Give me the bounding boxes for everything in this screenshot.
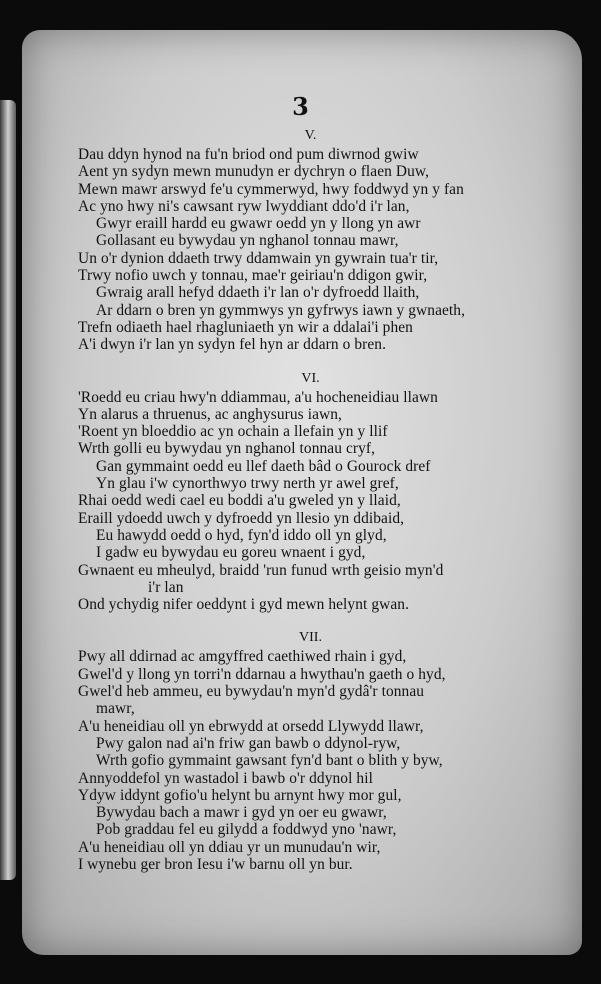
poem-line: Wrth gofio gymmaint gawsant fyn'd bant o blith y byw,: [96, 752, 443, 770]
poem-line: Gwraig arall hefyd ddaeth i'r lan o'r dyfroedd llaith,: [96, 284, 420, 302]
poem-line: Dau ddyn hynod na fu'n briod ond pum diwrnod gwiw: [78, 146, 419, 163]
stanza-number: VI.: [301, 370, 320, 386]
poem-line: Gan gymmaint oedd eu llef daeth bâd o Gourock dref: [96, 457, 431, 475]
poem-line: Pwy all ddirnad ac amgyffred caethiwed rhain i gyd,: [78, 648, 407, 666]
poem-line: Aent yn sydyn mewn munudyn er dychryn o flaen Duw,: [78, 163, 430, 181]
poem-line: Mewn mawr arswyd fe'u cymmerwyd, hwy foddwyd yn y fan: [78, 180, 464, 198]
poem-line: Yn glau i'w cynorthwyo trwy nerth yr awel gref,: [96, 475, 399, 493]
poem-line: mawr,: [96, 700, 135, 718]
poem-line: Trwy nofio uwch y tonnau, mae'r geiriau'n ddigon gwir,: [78, 267, 428, 285]
poem-line: A'u heneidiau oll yn ebrwydd at orsedd Llywydd llawr,: [78, 717, 424, 735]
poem-line: i'r lan: [148, 578, 184, 596]
poem-line: Pwy galon nad ai'n friw gan bawb o ddynol-ryw,: [96, 734, 401, 752]
poem-line: A'i dwyn i'r lan yn sydyn fel hyn ar ddarn o bren.: [78, 336, 387, 354]
poem-line: Pob graddau fel eu gilydd a foddwyd yno 'nawr,: [96, 821, 397, 839]
adjacent-page-edge: [0, 100, 16, 880]
poem-line: Ac yno hwy ni's cawsant ryw lwyddiant ddo'd i'r lan,: [78, 197, 410, 215]
poem-line: Gwyr eraill hardd eu gwawr oedd yn y llong yn awr: [96, 215, 421, 233]
poem-line: 'Roedd eu criau hwy'n ddiammau, a'u hocheneidiau llawn: [78, 388, 438, 406]
poem-line: Yn alarus a thruenus, ac anghysurus iawn,: [78, 405, 342, 423]
poem-line: Annyoddefol yn wastadol i bawb o'r ddynol hil: [78, 769, 373, 787]
poem-line: Rhai oedd wedi cael eu boddi a'u gweled yn y llaid,: [78, 492, 401, 510]
poem-line: Gwel'd y llong yn torri'n ddarnau a hwythau'n gaeth o hyd,: [78, 665, 446, 683]
stanza-gap: [78, 354, 543, 368]
poem-line: I wynebu ger bron Iesu i'w barnu oll yn bur.: [78, 855, 353, 873]
poem-line: Un o'r dynion ddaeth trwy ddamwain yn gywrain tua'r tir,: [78, 249, 439, 267]
poem-line: A'u heneidiau oll yn ddiau yr un munudau'n wir,: [78, 838, 381, 856]
poem-line: Ydyw iddynt gofio'u helynt bu arnynt hwy mor gul,: [78, 786, 402, 804]
poem-line: Trefn odiaeth hael rhagluniaeth yn wir a ddalai'i phen: [78, 318, 413, 336]
stanza-number: V.: [304, 128, 317, 143]
poem-text: [78, 125, 543, 873]
stanza-number: VII.: [299, 630, 322, 646]
poem-line: Gwnaent eu mheulyd, braidd 'run funud wrth geisio myn'd: [78, 561, 444, 579]
poem-line: Bywydau bach a mawr i gyd yn oer eu gwawr,: [96, 804, 387, 822]
poem-line: Ond ychydig nifer oeddynt i gyd mewn helynt gwan.: [78, 596, 410, 614]
poem-line: Gollasant eu bywydau yn nghanol tonnau mawr,: [96, 232, 399, 250]
stanza-gap: [78, 613, 543, 627]
poem-line: Eu hawydd oedd o hyd, fyn'd iddo oll yn glyd,: [96, 526, 387, 544]
poem-line: Ar ddarn o bren yn gymmwys yn gyfrwys iawn y gwnaeth,: [96, 301, 466, 319]
poem-line: 'Roent yn bloeddio ac yn ochain a llefain yn y llif: [78, 423, 388, 441]
poem-line: Gwel'd heb ammeu, eu bywydau'n myn'd gydâ'r tonnau: [78, 683, 425, 701]
page-number: 3: [292, 92, 309, 121]
poem-line: I gadw eu bywydau eu goreu wnaent i gyd,: [96, 544, 366, 562]
poem-line: Wrth golli eu bywydau yn nghanol tonnau cryf,: [78, 440, 376, 458]
poem-line: Eraill ydoedd uwch y dyfroedd yn llesio yn ddibaid,: [78, 509, 405, 527]
